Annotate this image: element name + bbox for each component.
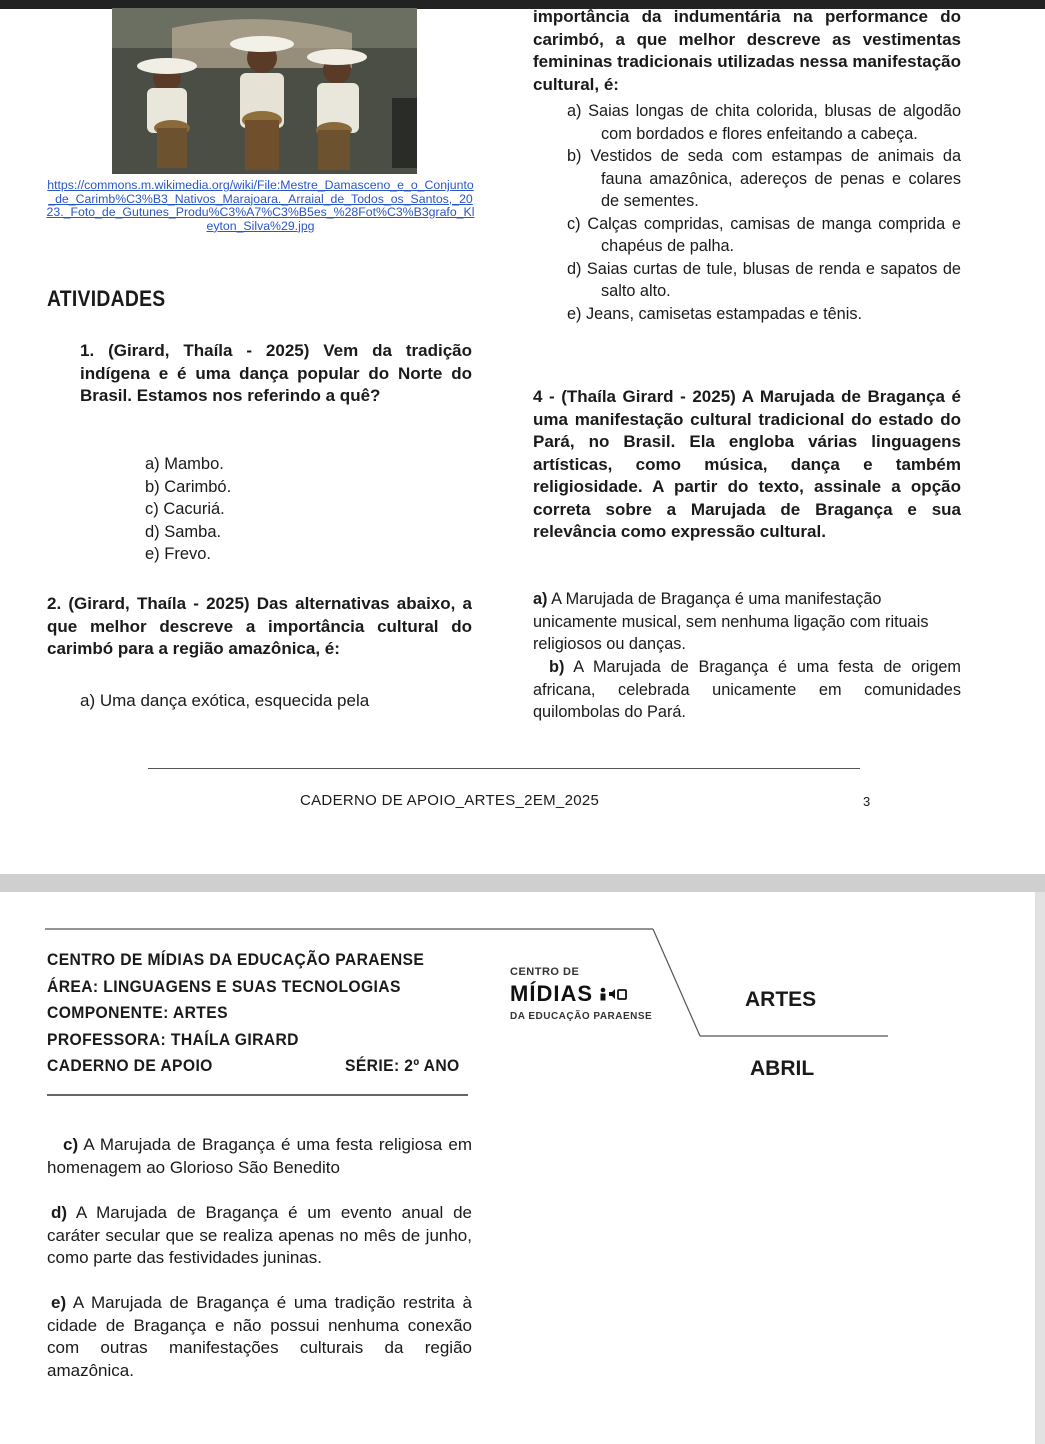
q4-option-b-letter: b) [549, 658, 565, 676]
photo-source-caption [45, 179, 476, 233]
header-subject: ARTES [745, 988, 817, 1011]
q4-option-c-text: A Marujada de Bragança é uma festa religiosa em homenagem ao Glorioso São Benedito [47, 1135, 472, 1177]
q1-option-e[interactable]: e) Frevo. [145, 545, 212, 563]
logo-main-row [510, 981, 652, 1007]
header-institution: CENTRO DE MÍDIAS DA EDUCAÇÃO PARAENSE [47, 951, 425, 969]
question-1-options [145, 453, 445, 566]
logo-bottom-text: DA EDUCAÇÃO PARAENSE [510, 1011, 653, 1022]
q4-option-d[interactable] [47, 1202, 472, 1270]
q3-option-a[interactable]: a) Saias longas de chita colorida, blusas de algodão com bordados e flores enfeitando a cabeça. [567, 102, 961, 143]
question-2-stem: 2. (Girard, Thaíla - 2025) Das alternativas abaixo, a que melhor descreve a importância cultural do carimbó para a região amazônica, é: [47, 594, 472, 658]
q3-option-b[interactable]: b) Vestidos de seda com estampas de animais da fauna amazônica, adereços de penas e colares de sementes. [567, 147, 961, 210]
header-teacher: PROFESSORA: THAÍLA GIRARD [47, 1031, 299, 1049]
q3-option-e[interactable]: e) Jeans, camisetas estampadas e tênis. [567, 304, 863, 323]
footer-divider [148, 768, 860, 769]
logo-top-text: CENTRO DE [510, 966, 580, 978]
header-component: COMPONENTE: ARTES [47, 1004, 228, 1022]
q4-option-c[interactable] [47, 1134, 472, 1179]
question-3-options [567, 100, 961, 325]
q2-option-a[interactable]: a) Uma dança exótica, esquecida pela [80, 691, 370, 710]
cme-logo [510, 966, 652, 1022]
photo-source-link[interactable]: https://commons.m.wikimedia.org/wiki/File:Mestre_Damasceno_e_o_Conjunto_de_Carimb%C3%B3_Nativos_Marajoara._Arraial_de_Todos_os_Santos,_2023._Foto_de_Gutunes_Produ%C3%A7%C3%B5es_%28Fot%C3%B3grafo_Kleyton_Silva%29.jpg [46, 178, 475, 233]
q1-option-b[interactable]: b) Carimbó. [145, 477, 232, 496]
q4-option-d-letter: d) [51, 1203, 68, 1222]
q3-option-c[interactable]: c) Calças compridas, camisas de manga comprida e chapéus de palha. [567, 214, 961, 255]
q4-option-d-text: A Marujada de Bragança é um evento anual de caráter secular que se realiza apenas no mês de junho, como parte das festividades juninas. [47, 1203, 472, 1267]
logo-main-text: MÍDIAS [510, 981, 593, 1006]
header-grade: SÉRIE: 2º ANO [345, 1057, 460, 1075]
header-month: ABRIL [750, 1057, 815, 1080]
q4-option-e[interactable] [47, 1292, 472, 1382]
carimbo-photo [112, 8, 417, 174]
q4-option-b-text: A Marujada de Bragança é uma festa de origem africana, celebrada unicamente em comunidades quilombolas do Pará. [533, 658, 961, 721]
media-icons [599, 986, 627, 1002]
q1-option-d[interactable]: d) Samba. [145, 522, 222, 541]
question-1-stem: 1. (Girard, Thaíla - 2025) Vem da tradição indígena e é uma dança popular do Norte do Brasil. Estamos nos referindo a quê? [80, 341, 472, 405]
q4-option-a-letter: a) [533, 590, 548, 608]
page-number: 3 [863, 794, 871, 809]
q4-option-c-letter: c) [63, 1135, 79, 1154]
q3-option-d[interactable]: d) Saias curtas de tule, blusas de renda e sapatos de salto alto. [567, 259, 961, 300]
footer-caption: CADERNO DE APOIO_ARTES_2EM_2025 [300, 792, 600, 809]
q4-option-b[interactable] [533, 656, 961, 724]
q4-option-e-text: A Marujada de Bragança é uma tradição restrita à cidade de Bragança e não possui nenhuma conexão com outras manifestações culturais da região amazônica. [47, 1293, 472, 1380]
q4-option-e-letter: e) [51, 1293, 67, 1312]
q1-option-c[interactable]: c) Cacuriá. [145, 500, 225, 518]
q4-option-a-text: A Marujada de Bragança é uma manifestação unicamente musical, sem nenhuma ligação com rituais religiosos ou danças. [533, 590, 929, 653]
question-3-stem: importância da indumentária na performance do carimbó, a que melhor descreve as vestimentas femininas tradicionais utilizadas nessa manifestação cultural, é: [533, 7, 961, 94]
q4-option-a[interactable] [533, 588, 961, 656]
q1-option-a[interactable]: a) Mambo. [145, 455, 224, 473]
section-title: ATIVIDADES [47, 286, 166, 311]
question-4-stem: 4 - (Thaíla Girard - 2025) A Marujada de Bragança é uma manifestação cultural tradicional do estado do Pará, no Brasil. Ela engloba várias linguagens artísticas, como música, dança e também religiosidade. A partir do texto, assinale a opção correta sobre a Marujada de Bragança e sua relevância como expressão cultural. [533, 387, 961, 541]
header-area: ÁREA: LINGUAGENS E SUAS TECNOLOGIAS [47, 978, 401, 996]
header-notebook: CADERNO DE APOIO [47, 1057, 213, 1075]
carimbo-photo-illustration [112, 8, 417, 174]
page-edge-shadow [1035, 892, 1045, 1444]
page-separator [0, 874, 1045, 892]
